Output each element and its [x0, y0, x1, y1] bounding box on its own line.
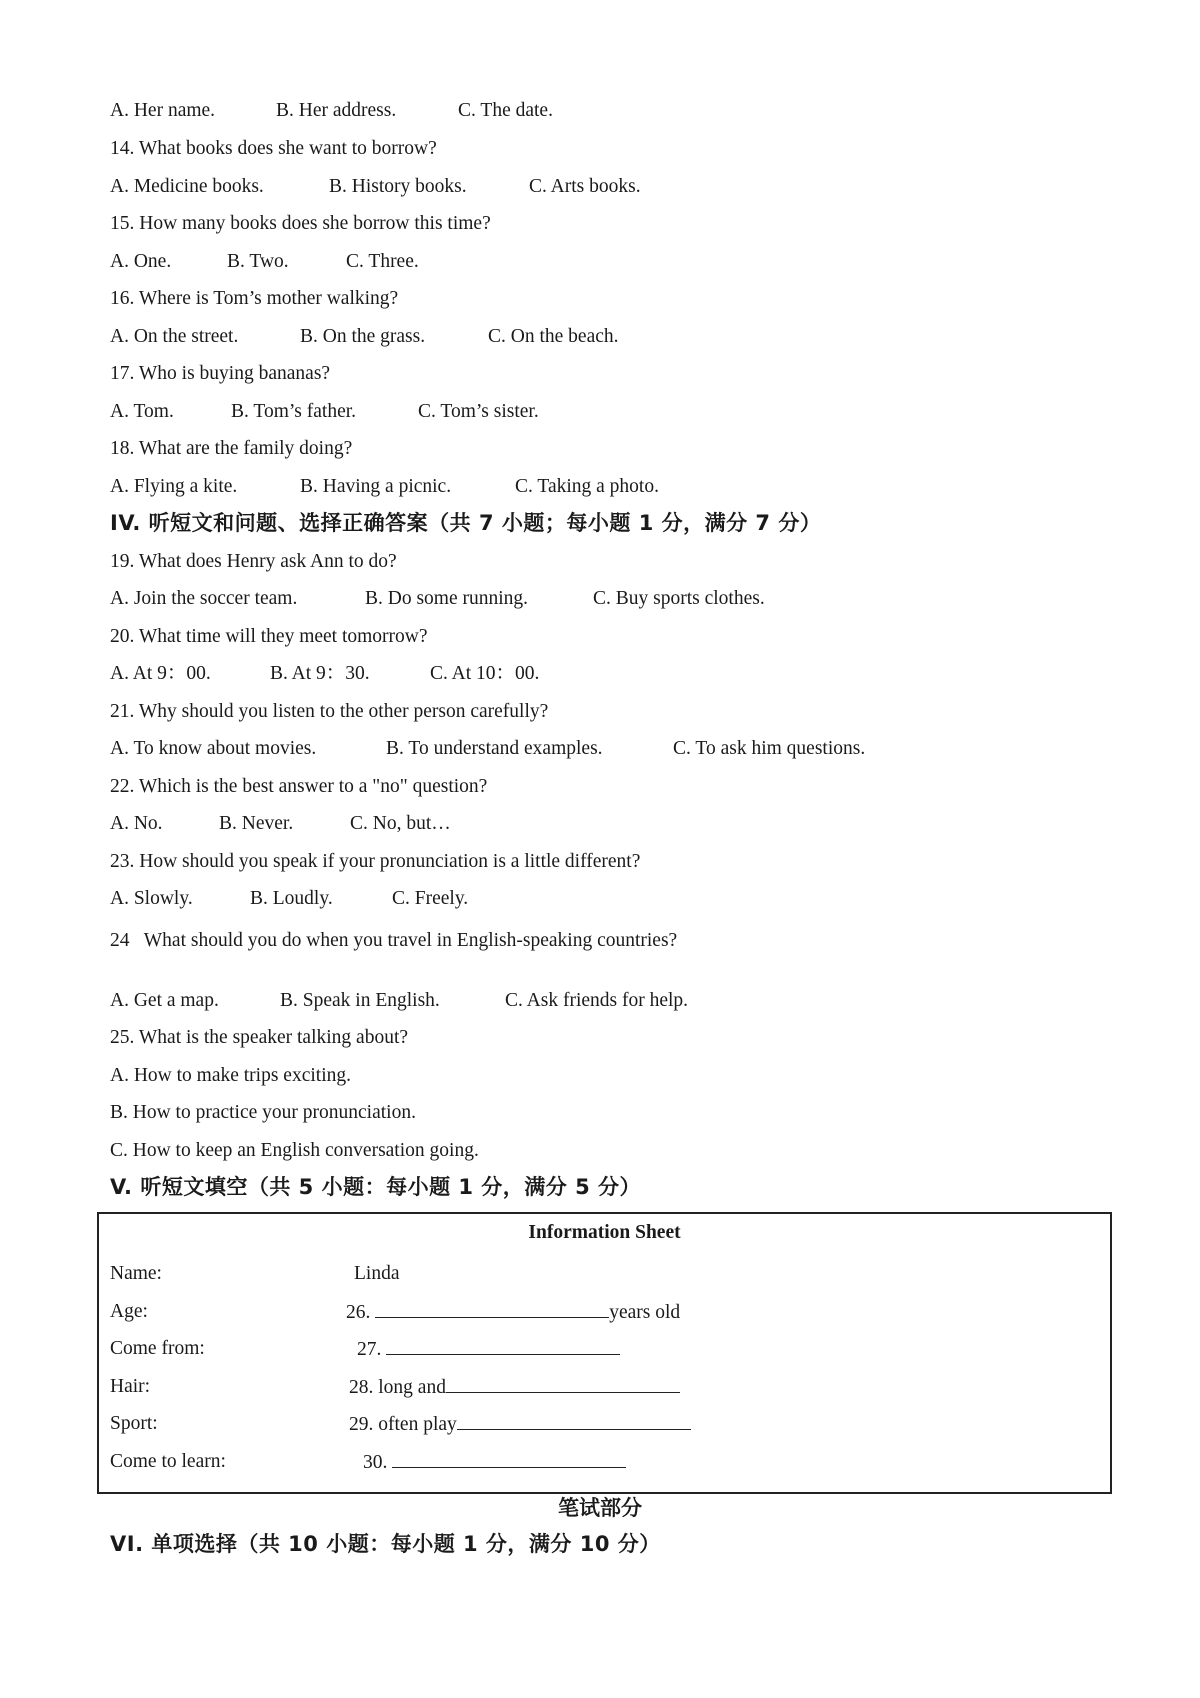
- q15-question: 15. How many books does she borrow this time?: [110, 213, 491, 234]
- sheet-value-name: [354, 1261, 399, 1287]
- q17-option-b: B. Tom’s father.: [231, 401, 357, 422]
- sheet-row-from: [357, 1336, 620, 1363]
- q25-option-a: A. How to make trips exciting.: [110, 1065, 351, 1086]
- q20-question: 20. What time will they meet tomorrow?: [110, 626, 428, 647]
- q18-question: 18. What are the family doing?: [110, 438, 353, 459]
- q24-option-b: B. Speak in English.: [280, 990, 440, 1011]
- written-part-title: 笔试部分: [558, 1496, 642, 1520]
- q21-option-c: C. To ask him questions.: [673, 738, 866, 759]
- q14-option-b: B. History books.: [329, 176, 467, 197]
- q24-option-c: C. Ask friends for help.: [505, 990, 689, 1011]
- q17-option-c: C. Tom’s sister.: [418, 401, 539, 422]
- q24-option-a: A. Get a map.: [110, 990, 219, 1011]
- q24-question: 24 What should you do when you travel in English-speaking countries?: [110, 930, 678, 951]
- q23-option-c: C. Freely.: [392, 888, 469, 909]
- q13-option-c: C. The date.: [458, 100, 553, 121]
- q29-blank[interactable]: [457, 1411, 691, 1430]
- sheet-label-name: Name:: [110, 1263, 162, 1284]
- q16-option-a: A. On the street.: [110, 326, 239, 347]
- information-sheet-title: Information Sheet: [528, 1222, 681, 1243]
- q22-option-c: C. No, but…: [350, 813, 451, 834]
- q20-option-a: A. At 9：00.: [110, 663, 211, 684]
- q22-question: 22. Which is the best answer to a "no" question?: [110, 776, 488, 797]
- sheet-label-age: Age:: [110, 1301, 148, 1322]
- q17-option-a: A. Tom.: [110, 401, 174, 422]
- q23-question: 23. How should you speak if your pronunciation is a little different?: [110, 851, 641, 872]
- sheet-label-learn: Come to learn:: [110, 1451, 226, 1472]
- sheet-row-learn: [363, 1449, 626, 1476]
- q19-option-b: B. Do some running.: [365, 588, 529, 609]
- section-4-title: IV. 听短文和问题、选择正确答案（共 7 小题；每小题 1 分，满分 7 分）: [110, 511, 822, 535]
- q15-option-c: C. Three.: [346, 251, 419, 272]
- sheet-label-from: Come from:: [110, 1338, 205, 1359]
- q26-blank[interactable]: [375, 1299, 609, 1318]
- q15-option-b: B. Two.: [227, 251, 289, 272]
- sheet-label-sport: Sport:: [110, 1413, 158, 1434]
- q14-option-a: A. Medicine books.: [110, 176, 264, 197]
- q13-option-a: A. Her name.: [110, 100, 216, 121]
- q25-question: 25. What is the speaker talking about?: [110, 1027, 409, 1048]
- q20-option-b: B. At 9：30.: [270, 663, 370, 684]
- q18-option-c: C. Taking a photo.: [515, 476, 659, 497]
- q15-option-a: A. One.: [110, 251, 172, 272]
- q26-suffix: years old: [609, 1302, 681, 1323]
- q16-option-b: B. On the grass.: [300, 326, 426, 347]
- sheet-label-hair: Hair:: [110, 1376, 151, 1397]
- q25-option-c: C. How to keep an English conversation going.: [110, 1140, 479, 1161]
- q14-question: 14. What books does she want to borrow?: [110, 138, 437, 159]
- q22-option-a: A. No.: [110, 813, 163, 834]
- q27-number: 27.: [357, 1339, 387, 1360]
- q13-option-b: B. Her address.: [276, 100, 397, 121]
- q19-question: 19. What does Henry ask Ann to do?: [110, 551, 397, 572]
- q28-prefix: 28. long and: [349, 1377, 446, 1398]
- q16-option-c: C. On the beach.: [488, 326, 619, 347]
- q30-number: 30.: [363, 1452, 393, 1473]
- q27-blank[interactable]: [386, 1336, 620, 1355]
- q28-blank[interactable]: [446, 1374, 680, 1393]
- q21-option-b: B. To understand examples.: [386, 738, 603, 759]
- q20-option-c: C. At 10：00.: [430, 663, 540, 684]
- sheet-row-age: [346, 1299, 680, 1326]
- q23-option-a: A. Slowly.: [110, 888, 193, 909]
- q23-option-b: B. Loudly.: [250, 888, 333, 909]
- q22-option-b: B. Never.: [219, 813, 294, 834]
- q21-question: 21. Why should you listen to the other person carefully?: [110, 701, 549, 722]
- q19-option-c: C. Buy sports clothes.: [593, 588, 765, 609]
- sheet-name-value: Linda: [354, 1263, 400, 1284]
- section-6-title: VI. 单项选择（共 10 小题：每小题 1 分，满分 10 分）: [110, 1532, 661, 1556]
- q19-option-a: A. Join the soccer team.: [110, 588, 298, 609]
- sheet-row-hair: [349, 1374, 680, 1401]
- q18-option-b: B. Having a picnic.: [300, 476, 452, 497]
- q25-option-b: B. How to practice your pronunciation.: [110, 1102, 416, 1123]
- sheet-row-sport: [349, 1411, 691, 1438]
- q14-option-c: C. Arts books.: [529, 176, 641, 197]
- q21-option-a: A. To know about movies.: [110, 738, 317, 759]
- q26-number: 26.: [346, 1302, 376, 1323]
- q30-blank[interactable]: [392, 1449, 626, 1468]
- q16-question: 16. Where is Tom’s mother walking?: [110, 288, 399, 309]
- q29-prefix: 29. often play: [349, 1414, 457, 1435]
- q18-option-a: A. Flying a kite.: [110, 476, 238, 497]
- section-5-title: V. 听短文填空（共 5 小题：每小题 1 分，满分 5 分）: [110, 1175, 642, 1199]
- q17-question: 17. Who is buying bananas?: [110, 363, 331, 384]
